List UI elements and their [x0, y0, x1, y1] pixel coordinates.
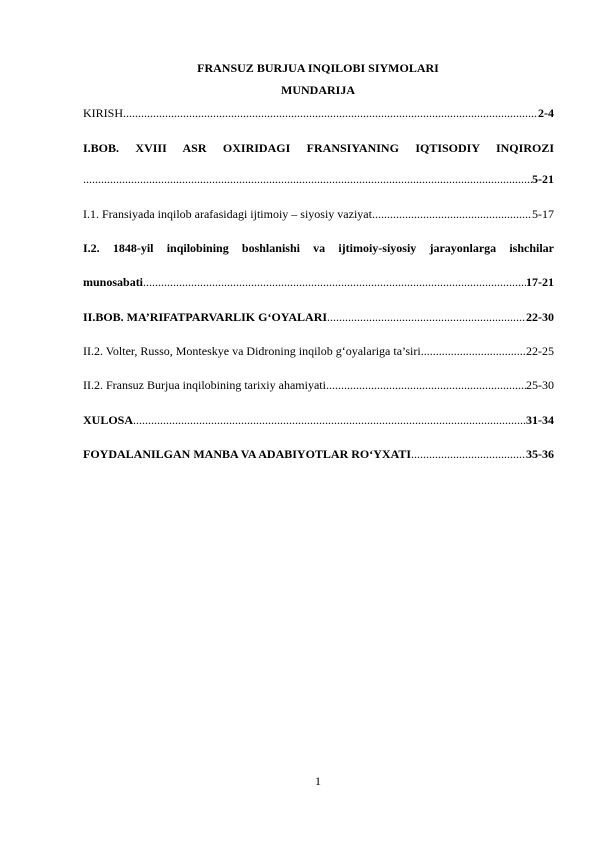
toc-entry-section-1-2	[83, 241, 554, 255]
toc-leader-dots	[421, 344, 526, 358]
toc-entry-page: 25-30	[526, 378, 554, 392]
toc-entry-label: XULOSA	[83, 413, 134, 427]
toc-entry-page: 2-4	[538, 106, 554, 120]
toc-entry-page: 5-17	[532, 207, 554, 221]
toc-entry-page: 22-30	[526, 310, 554, 324]
toc-entry-label: I.1. Fransiyada inqilob arafasidagi ijtimoiy – siyosiy vaziyat	[83, 207, 372, 221]
toc-entry-chapter-2	[83, 310, 554, 324]
toc-entry-xulosa	[83, 413, 554, 427]
toc-leader-dots	[326, 378, 526, 392]
toc-entry-label: II.2. Fransuz Burjua inqilobining tarixiy ahamiyati	[83, 378, 326, 392]
toc-leader-dots	[83, 172, 532, 186]
page-number: 1	[315, 774, 321, 788]
toc-entry-label: KIRISH	[83, 106, 124, 120]
toc-entry-label: II.2. Volter, Russo, Monteskye va Didroning inqilob g‘oyalariga ta’siri	[83, 344, 421, 358]
toc-entry-label: FOYDALANILGAN MANBA VA ADABIYOTLAR RO‘YXATI	[83, 447, 412, 461]
toc-entry-chapter-1-pages	[83, 172, 554, 186]
toc-entry-label: I.2. 1848-yil inqilobining boshlanishi va ijtimoiy-siyosiy jarayonlarga ishchilar	[83, 241, 554, 255]
toc-entry-label: I.BOB. XVIII ASR OXIRIDAGI FRANSIYANING IQTISODIY INQIROZI	[83, 141, 554, 155]
toc-entry-bibliography	[83, 447, 554, 461]
toc-leader-dots	[327, 310, 526, 324]
toc-entry-chapter-1	[83, 141, 554, 155]
toc-entry-label: II.BOB. MA’RIFATPARVARLIK G‘OYALARI	[83, 310, 328, 324]
toc-entry-section-1-2-cont	[83, 275, 554, 289]
toc-leader-dots	[133, 413, 526, 427]
toc-entry-section-2-1	[83, 344, 554, 358]
document-title: FRANSUZ BURJUA INQILOBI SIYMOLARI	[197, 61, 439, 75]
toc-entry-page: 35-36	[526, 447, 554, 461]
toc-entry-page: 31-34	[526, 413, 554, 427]
toc-leader-dots	[143, 275, 526, 289]
toc-entry-page: 22-25	[526, 344, 554, 358]
toc-entry-kirish	[83, 106, 554, 120]
toc-leader-dots	[123, 106, 538, 120]
toc-entry-page: 17-21	[526, 275, 554, 289]
toc-entry-section-1-1	[83, 207, 554, 221]
toc-entry-page: 5-21	[532, 172, 554, 186]
toc-leader-dots	[411, 447, 526, 461]
toc-heading: MUNDARIJA	[281, 83, 355, 97]
toc-entry-label: munosabati	[83, 275, 144, 289]
toc-entry-section-2-2	[83, 378, 554, 392]
toc-leader-dots	[372, 207, 532, 221]
